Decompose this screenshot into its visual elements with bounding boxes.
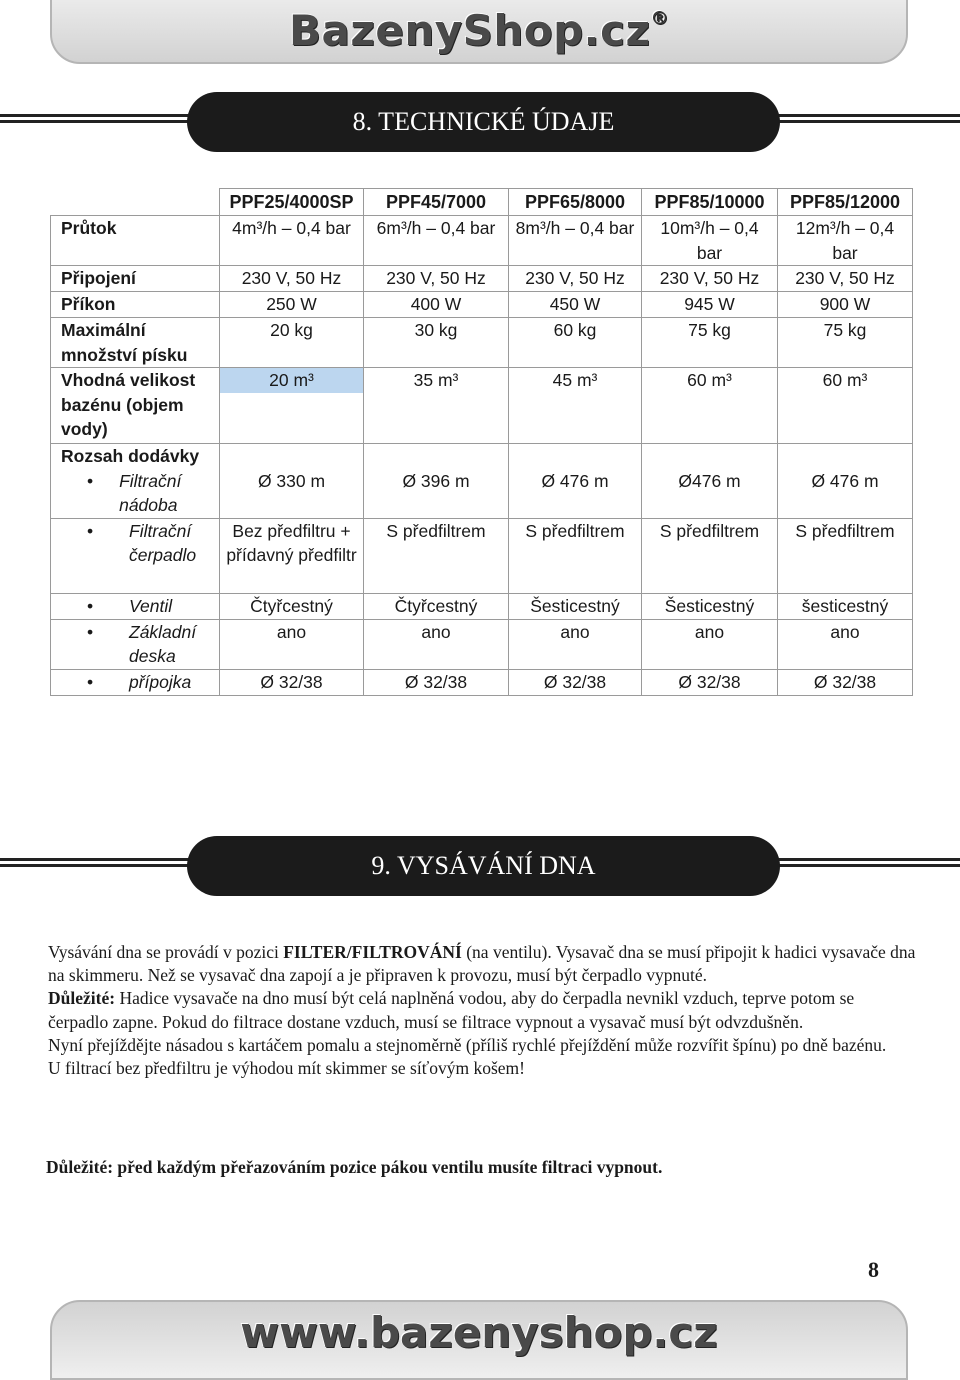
table-row [51,368,913,444]
table-cell: 60 m³ [778,368,913,444]
table-cell: S předfiltrem [509,518,642,593]
table-row [51,318,913,368]
table-row [51,518,913,593]
table-cell: 12m³/h – 0,4 bar [778,216,913,266]
table-cell: Čtyřcestný [220,593,364,619]
table-cell: 230 V, 50 Hz [364,266,509,292]
table-cell: 230 V, 50 Hz [220,266,364,292]
table-row [51,619,913,669]
sub-label: Základní deska [129,621,197,666]
table-cell: 6m³/h – 0,4 bar [364,216,509,266]
table-cell: 250 W [220,292,364,318]
table-header-row [51,189,913,216]
row-label: Příkon [51,292,220,318]
text-run: Vysávání dna se provádí v pozici [48,942,284,962]
table-cell: 945 W [642,292,778,318]
sub-item [51,669,220,695]
table-row [51,593,913,619]
table-cell: Ø 476 m [509,444,642,519]
brand-logo [289,6,669,55]
table-cell: Šesticestný [509,593,642,619]
table-cell: Ø 32/38 [642,669,778,695]
table-cell: 8m³/h – 0,4 bar [509,216,642,266]
table-cell: Ø 32/38 [509,669,642,695]
text-run: Hadice vysavače na dno musí být celá naplněná vodou, aby do čerpadla nevnikl vzduch, teprve potom se čerpadlo zapne. Pokud do filtrace dostane vzduch, musí se filtrace vypnout a vysavač musí být odvzdušněn. [48,988,855,1032]
section-8-title: 8. TECHNICKÉ ÚDAJE [187,92,780,152]
table-cell: ano [364,619,509,669]
sub-item [61,469,215,518]
table-cell: ano [642,619,778,669]
table-cell: ano [509,619,642,669]
row-label: Rozsah dodávky [61,446,200,466]
table-cell: 35 m³ [364,368,509,444]
section-9-title: 9. VYSÁVÁNÍ DNA [187,836,780,896]
table-cell: 75 kg [642,318,778,368]
section-8-heading [0,92,960,152]
table-cell: 30 kg [364,318,509,368]
sub-item [51,619,220,669]
table-cell: 10m³/h – 0,4 bar [642,216,778,266]
table-cell: Ø 476 m [778,444,913,519]
footer-banner [50,1300,908,1380]
table-row [51,292,913,318]
table-row [51,444,913,519]
table-cell: Ø 32/38 [778,669,913,695]
warning-text: Důležité: před každým přeřazováním pozice pákou ventilu musíte filtraci vypnout. [46,1157,663,1177]
table-cell: S předfiltrem [364,518,509,593]
table-cell: Ø 32/38 [220,669,364,695]
model-header: PPF45/7000 [364,189,509,216]
brand-name: BazenyShop.cz [289,5,651,55]
sub-label: přípojka [129,671,192,692]
model-header: PPF85/12000 [778,189,913,216]
row-label: Průtok [51,216,220,266]
table-cell: 450 W [509,292,642,318]
table-cell: 230 V, 50 Hz [642,266,778,292]
table-cell: 20 kg [220,318,364,368]
text-bold: FILTER/FILTROVÁNÍ [283,942,462,962]
table-cell [220,368,364,444]
table-cell: Čtyřcestný [364,593,509,619]
table-cell: 230 V, 50 Hz [509,266,642,292]
table-cell: S předfiltrem [778,518,913,593]
model-header: PPF85/10000 [642,189,778,216]
table-cell: 60 m³ [642,368,778,444]
table-cell: Šesticestný [642,593,778,619]
row-label: Připojení [51,266,220,292]
table-cell: 45 m³ [509,368,642,444]
table-cell: 75 kg [778,318,913,368]
table-cell: 4m³/h – 0,4 bar [220,216,364,266]
text-bold: Důležité: [48,988,116,1009]
instructions-text [48,941,918,1080]
page-number: 8 [868,1257,879,1282]
section-9-heading [0,836,960,896]
bullet: • [87,621,94,642]
spec-table [50,188,913,696]
table-cell: 900 W [778,292,913,318]
bullet: • [87,470,94,491]
table-row [51,216,913,266]
bullet: • [87,595,94,616]
row-label: Vhodná velikost bazénu (objem vody) [51,368,220,444]
spec-table-container [50,188,912,696]
paragraph [48,987,918,1033]
table-cell: Ø476 m [642,444,778,519]
model-header: PPF65/8000 [509,189,642,216]
highlighted-value: 20 m³ [220,368,363,393]
paragraph [48,941,918,987]
sub-label: Ventil [129,595,173,616]
text-run: (na ventilu). Vysavač dna se musí připojit k hadici vysavače dna na skimmeru. Než se vysavač dna zapojí a je připraven k provozu, musí být čerpadlo vypnuté. [48,942,916,986]
table-cell: Ø 396 m [364,444,509,519]
sub-label: Filtrační čerpadlo [129,520,197,565]
website-url[interactable]: www.bazenyshop.cz [240,1308,718,1357]
table-cell: šesticestný [778,593,913,619]
sub-item [51,593,220,619]
header-banner [50,0,908,64]
table-row [51,266,913,292]
table-corner-cell [51,189,220,216]
model-header: PPF25/4000SP [220,189,364,216]
row-label: Maximální množství písku [51,318,220,368]
sub-label: Filtrační nádoba [119,470,182,515]
registered-mark: ® [650,7,669,29]
table-cell: 60 kg [509,318,642,368]
table-cell: ano [220,619,364,669]
table-cell: Ø 32/38 [364,669,509,695]
paragraph: Nyní přejíždějte násadou s kartáčem pomalu a stejnoměrně (příliš rychlé přejíždění může rozvířit špínu) po dně bazénu. [48,1034,887,1055]
table-cell: S předfiltrem [642,518,778,593]
sub-item [51,518,220,593]
row-label-group [51,444,220,519]
bullet: • [87,671,94,692]
table-cell: 400 W [364,292,509,318]
paragraph: U filtrací bez předfiltru je výhodou mít skimmer se síťovým košem! [48,1058,525,1079]
table-row [51,669,913,695]
table-cell: 230 V, 50 Hz [778,266,913,292]
bullet: • [87,520,94,541]
table-cell: ano [778,619,913,669]
table-cell: Bez předfiltru + přídavný předfiltr [220,518,364,593]
table-cell: Ø 330 m [220,444,364,519]
